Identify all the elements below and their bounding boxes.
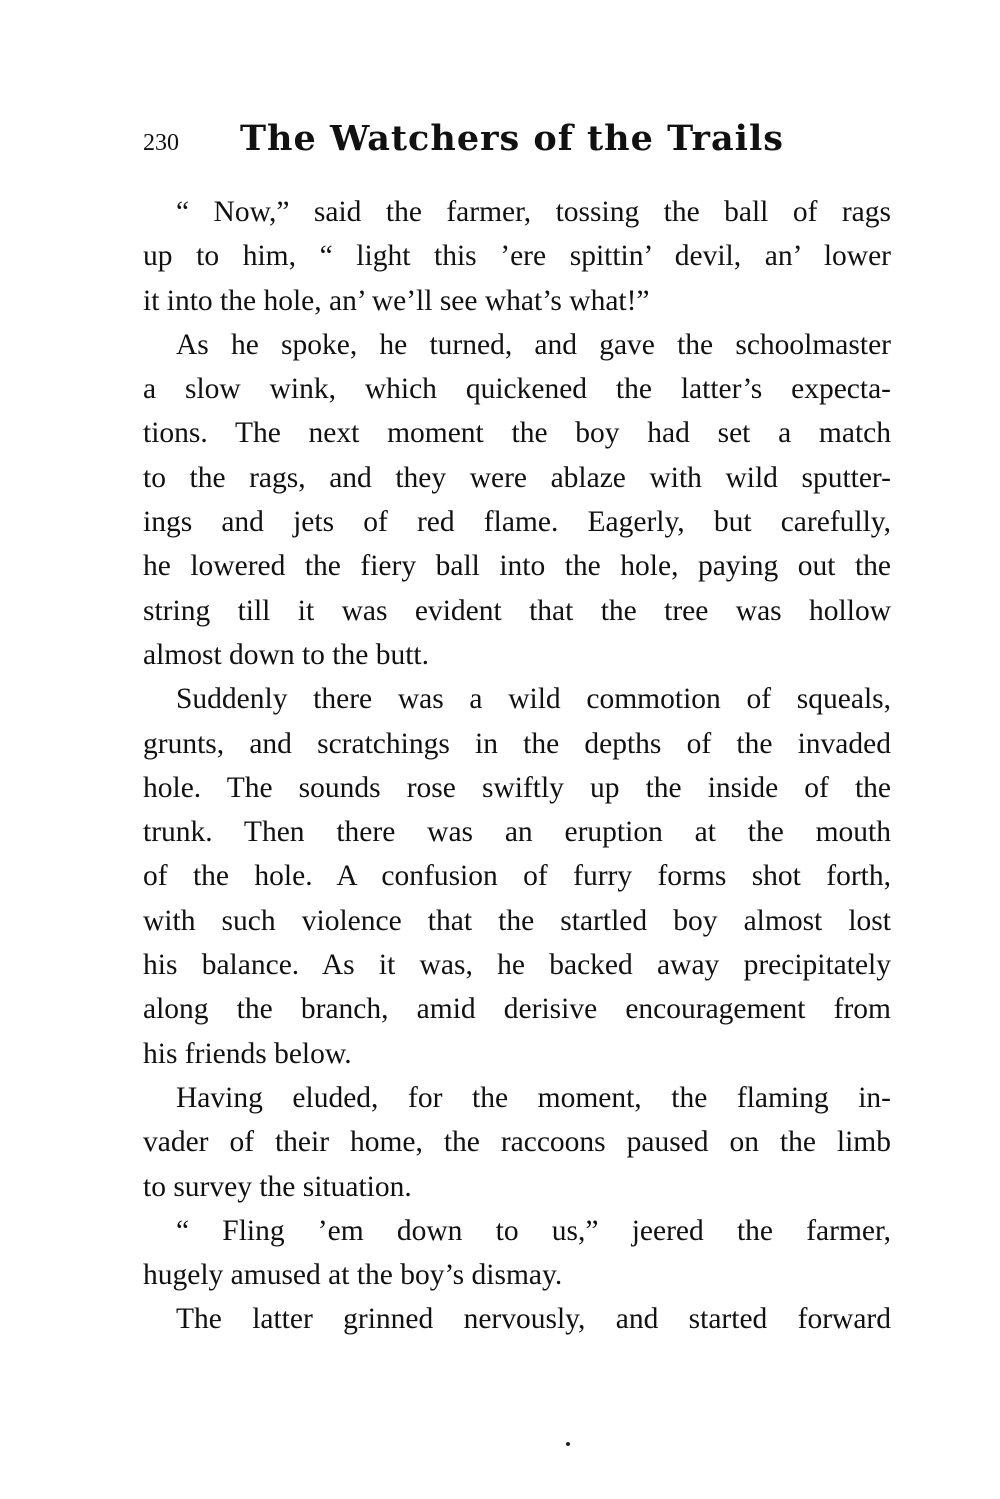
text-line: vader of their home, the raccoons paused on the limb: [143, 1126, 891, 1159]
running-header: [143, 118, 893, 168]
text-line: his friends below.: [143, 1037, 352, 1070]
text-line: trunk. Then there was an eruption at the mouth: [143, 816, 891, 849]
text-line: a slow wink, which quickened the latter’s expecta-: [143, 373, 891, 406]
text-line: his balance. As it was, he backed away precipitately: [143, 949, 891, 982]
text-line: it into the hole, an’ we’ll see what’s what!”: [143, 284, 650, 317]
text-line: with such violence that the startled boy almost lost: [143, 904, 891, 937]
text-line: he lowered the fiery ball into the hole, paying out the: [143, 550, 891, 583]
text-line: of the hole. A confusion of furry forms shot forth,: [143, 860, 891, 893]
text-line: string till it was evident that the tree was hollow: [143, 594, 891, 627]
text-line: almost down to the butt.: [143, 638, 429, 671]
text-line: hole. The sounds rose swiftly up the inside of the: [143, 771, 891, 804]
text-line: to the rags, and they were ablaze with wild sputter-: [143, 461, 891, 494]
text-line: hugely amused at the boy’s dismay.: [143, 1259, 563, 1292]
text-line: along the branch, amid derisive encouragement from: [143, 993, 891, 1026]
text-line: tions. The next moment the boy had set a match: [143, 417, 891, 450]
text-line: The latter grinned nervously, and started forward: [176, 1303, 891, 1336]
text-line: to survey the situation.: [143, 1170, 412, 1203]
text-line: “ Now,” said the farmer, tossing the ball of rags: [176, 196, 891, 228]
text-line: up to him, “ light this ’ere spittin’ devil, an’ lower: [143, 240, 891, 273]
text-line: As he spoke, he turned, and gave the schoolmaster: [176, 328, 891, 361]
text-line: Having eluded, for the moment, the flaming in-: [176, 1081, 891, 1114]
text-line: grunts, and scratchings in the depths of the invaded: [143, 727, 891, 760]
page-body-text: [143, 190, 891, 1342]
text-line: Suddenly there was a wild commotion of squeals,: [176, 683, 891, 716]
text-line: “ Fling ’em down to us,” jeered the farmer,: [176, 1214, 891, 1247]
page-number: 230: [143, 130, 179, 156]
scan-speck: [566, 1442, 570, 1446]
running-title: The Watchers of the Trails: [240, 118, 784, 159]
text-line: ings and jets of red flame. Eagerly, but carefully,: [143, 506, 891, 539]
